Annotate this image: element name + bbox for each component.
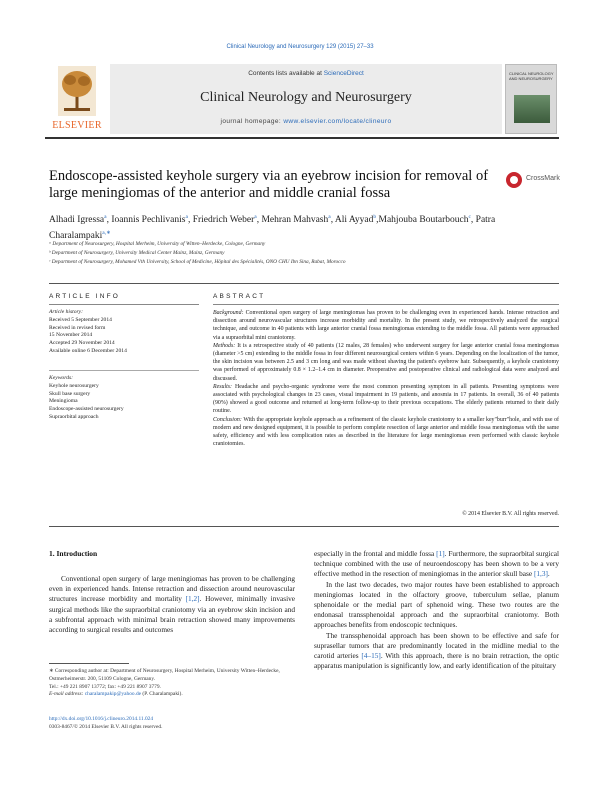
history-item: Received 5 September 2014 (49, 316, 112, 323)
history-item: Available online 6 December 2014 (49, 347, 127, 354)
abstract-body (213, 309, 559, 448)
author-separator: , (330, 215, 335, 226)
author-separator: , (376, 215, 379, 226)
body-text: The transsphenoidal approach has been shown to be effective and safe for suprasellar tumors that are predominantly located in the midline medial to the carotid arteries (314, 630, 559, 661)
cover-image (514, 95, 550, 123)
keyword-item: Skull base surgery (49, 390, 91, 397)
background-label: Background: (213, 310, 244, 316)
author-name[interactable]: Alhadi Igressa (49, 215, 105, 226)
results-text: Headache and psycho-organic syndrome were the most common presenting symptom in all patients. Presenting symptoms were associated with psychological changes in 23 cases, visual impairment in 19 patients, and anosmia in 17 patients. In overall, 36 of 40 patients (90%) showed a good outcome and returned at long-term follow-up to their previous occupations. The elderly patients returned to their daily routine. (213, 383, 559, 415)
paragraph: In the last two decades, two major routes have been established to approach meningiomas located in the olfactory groove, tuberculum sellae, planum sphenoidale or the medial part of sphenoid wing. These two routes are the endonasal transsphenoidal approach and the supraorbital craniotomy. Both approaches benefits from endoscopic techniques. (314, 579, 559, 630)
journal-citation[interactable]: Clinical Neurology and Neurosurgery 129 (2015) 27–33 (226, 44, 374, 50)
methods-text: It is a retrospective study of 40 patients (12 males, 28 females) who underwent surgery for large anterior cranial fossa meningiomas (diameter >5 cm) extending to the middle fossa in four different neurosurgical centers within 6 years. Depending on the localization of the tumor, the skin incision was between 2.5 and 3 cm long and was made without shaving the patient's eyebrow hair. Subsequently, a keyhole craniotomy was performed of approximately 0.8 × 1.2–1.4 cm in diameter. Preoperative and postoperative clinical and radiological data were analyzed and discussed. (213, 342, 559, 382)
divider (49, 370, 199, 371)
author-separator: , (106, 215, 112, 226)
header-rule (45, 137, 559, 139)
email-label: E-mail address: (49, 691, 85, 698)
author-affiliation-mark[interactable]: a,∗ (102, 230, 111, 237)
crossmark-badge[interactable] (506, 172, 566, 188)
abstract-background (213, 309, 559, 342)
body-column-left (49, 574, 295, 635)
footnote-address: ∗ Corresponding author at: Department of Neurosurgery, Hospital Merheim, University Witten–Herdecke, Ostmerheimerstr. 200, 51109 Cologne, Germany. (49, 668, 280, 682)
homepage-prefix: journal homepage: (220, 118, 284, 125)
keyword-item: Keyhole neurosurgery (49, 382, 99, 389)
citation-link[interactable]: [1,3] (533, 569, 548, 579)
abstract-results (213, 383, 559, 416)
keyword-item: Endoscope-assisted neurosurgery (49, 406, 124, 413)
journal-name: Clinical Neurology and Neurosurgery (200, 90, 412, 105)
homepage-line (110, 118, 502, 125)
citation-link[interactable]: [1,2] (185, 594, 200, 604)
sciencedirect-link[interactable]: ScienceDirect (323, 70, 364, 77)
citation-link[interactable]: [4–15] (361, 651, 381, 661)
article-history (49, 309, 199, 356)
elsevier-wordmark: ELSEVIER (52, 120, 102, 131)
homepage-link[interactable]: www.elsevier.com/locate/clineuro (283, 118, 392, 125)
footnote-rule (49, 663, 129, 664)
results-label: Results: (213, 383, 232, 390)
email-suffix: (P. Charalampaki). (141, 691, 183, 698)
elsevier-tree-icon (58, 66, 96, 116)
contents-line (110, 70, 502, 77)
author-affiliation-mark[interactable]: c (468, 214, 471, 220)
affiliation-a: ᵃ Department of Neurosurgery, Hospital Merheim, University of Witten–Herdecke, Cologne, Germany (49, 241, 266, 247)
author-list (49, 211, 509, 243)
author-separator: , (470, 215, 476, 226)
body-text: especially in the frontal and middle fossa (314, 549, 437, 558)
author-separator: , (256, 215, 262, 226)
body-text: Conventional open surgery of large meningiomas has proven to be challenging even in experienced hands. Intense retraction and dissection around neurovascular structures increase morbidity and mortality (49, 574, 295, 604)
author-affiliation-mark[interactable]: a (185, 214, 188, 220)
keywords (49, 375, 199, 422)
author-affiliation-mark[interactable]: a (104, 214, 107, 220)
body-text: . With this approach, there is no brain retraction, the optic apparatus manipulation is significantly low, and early identification of the pituitary (314, 651, 559, 671)
author-affiliation-mark[interactable]: b (373, 214, 377, 220)
abstract-methods (213, 342, 559, 383)
divider (49, 304, 199, 305)
keyword-item: Supraorbital approach (49, 413, 99, 420)
conclusion-text: With the appropriate keyhole approach as a refinement of the classic keyhole craniotomy to a smaller key"burr"hole, and with use of modern and new designed equipment, it is possible to perform complete resection of large anterior and middle fossa meningiomas with the same safety, efficiency and with less complication rates as described in the literature for large meningiomas even performed with classic keyhole craniotomies. (213, 416, 559, 448)
affiliation-c: ᶜ Department of Neurosurgery, Mohamed Vth University, School of Medicine, Hôpital des Spécialités, ONO CHU Ibn Sina, Rabat, Morocco (49, 259, 346, 265)
background-text: Conventional open surgery of large meningiomas has proven to be challenging even in experienced hands. Intense retraction and dissection around neurovascular structures increase morbidity and mortality. In the present study, we retrospectively analyzed the surgical technique, and outcome in 40 patients with large anterior cranial fossa meningiomas extending to the middle fossa. All patients were approached via a supraorbital mini craniotomy. (213, 310, 559, 341)
paragraph (314, 549, 559, 580)
paragraph (314, 631, 559, 672)
body-column-right (314, 549, 559, 671)
issn-line: 0303-8467/© 2014 Elsevier B.V. All rights reserved. (49, 723, 163, 730)
abstract-conclusion (213, 416, 559, 449)
author-name[interactable]: Friedrich Weber (192, 215, 255, 226)
conclusion-label: Conclusion: (213, 416, 242, 423)
corresponding-author-footnote (49, 668, 295, 699)
author-name[interactable]: Ali Ayyad (334, 215, 374, 226)
copyright-notice: © 2014 Elsevier B.V. All rights reserved. (462, 511, 559, 517)
abstract-heading: ABSTRACT (213, 293, 266, 300)
journal-cover-thumbnail (505, 64, 557, 134)
history-item: 15 November 2014 (49, 332, 93, 339)
divider (213, 304, 559, 305)
author-affiliation-mark[interactable]: a (328, 214, 331, 220)
history-item: Accepted 29 November 2014 (49, 340, 115, 347)
affiliations (49, 240, 569, 267)
author-name[interactable]: Ioannis Pechlivanis (111, 215, 186, 226)
history-item: Received in revised form (49, 324, 106, 331)
journal-header (110, 64, 502, 134)
author-affiliation-mark[interactable]: a (254, 214, 257, 220)
footnote-phone: Tel.: +49 221 8907 13772; fax: +49 221 8907 3779. (49, 683, 161, 690)
contents-prefix: Contents lists available at (248, 70, 324, 77)
footnote-email-line (49, 691, 295, 699)
author-name[interactable]: Patra Charalampaki (49, 215, 496, 242)
methods-label: Methods: (213, 342, 236, 349)
keyword-item: Meningioma (49, 398, 78, 405)
affiliation-b: ᵇ Department of Neurosurgery, University Medical Center Mainz, Mainz, Germany (49, 250, 225, 256)
author-name[interactable]: Mahjouba Boutarbouch (378, 215, 469, 226)
body-text: . (547, 569, 550, 579)
history-label: Article history: (49, 309, 84, 315)
divider (49, 526, 559, 527)
author-name[interactable]: Mehran Mahvash (261, 215, 329, 226)
keywords-label: Keywords: (49, 375, 74, 381)
elsevier-logo (46, 64, 108, 134)
section-heading-introduction: 1. Introduction (49, 549, 98, 558)
cover-title: CLINICAL NEUROLOGY AND NEUROSURGERY (509, 71, 554, 81)
author-separator: , (187, 215, 193, 226)
doi-block (49, 716, 295, 732)
citation-link[interactable]: [1] (436, 549, 445, 558)
email-link[interactable]: charalampakip@yahoo.de (84, 691, 142, 698)
divider (49, 283, 559, 284)
crossmark-icon (506, 172, 522, 188)
article-title: Endoscope-assisted keyhole surgery via an eyebrow incision for removal of large meningiomas of the anterior and middle cranial fossa (49, 168, 489, 201)
body-text: . Furthermore, the supraorbital surgical technique combined with the use of neuroendoscopy has been shown to be a very effective method in the resection of meningiomas in the anterior skull base (314, 549, 560, 579)
article-info-heading: ARTICLE INFO (49, 293, 121, 300)
crossmark-label: CrossMark (526, 175, 560, 182)
doi-link[interactable]: http://dx.doi.org/10.1016/j.clineuro.2014.11.024 (49, 716, 154, 722)
body-text: . However, minimally invasive surgical methods like the supraorbital craniotomy via an eyebrow skin incision and a subfrontal approach with minimal brain retraction showed many improvements according to surgical results and outcomes (49, 594, 295, 635)
